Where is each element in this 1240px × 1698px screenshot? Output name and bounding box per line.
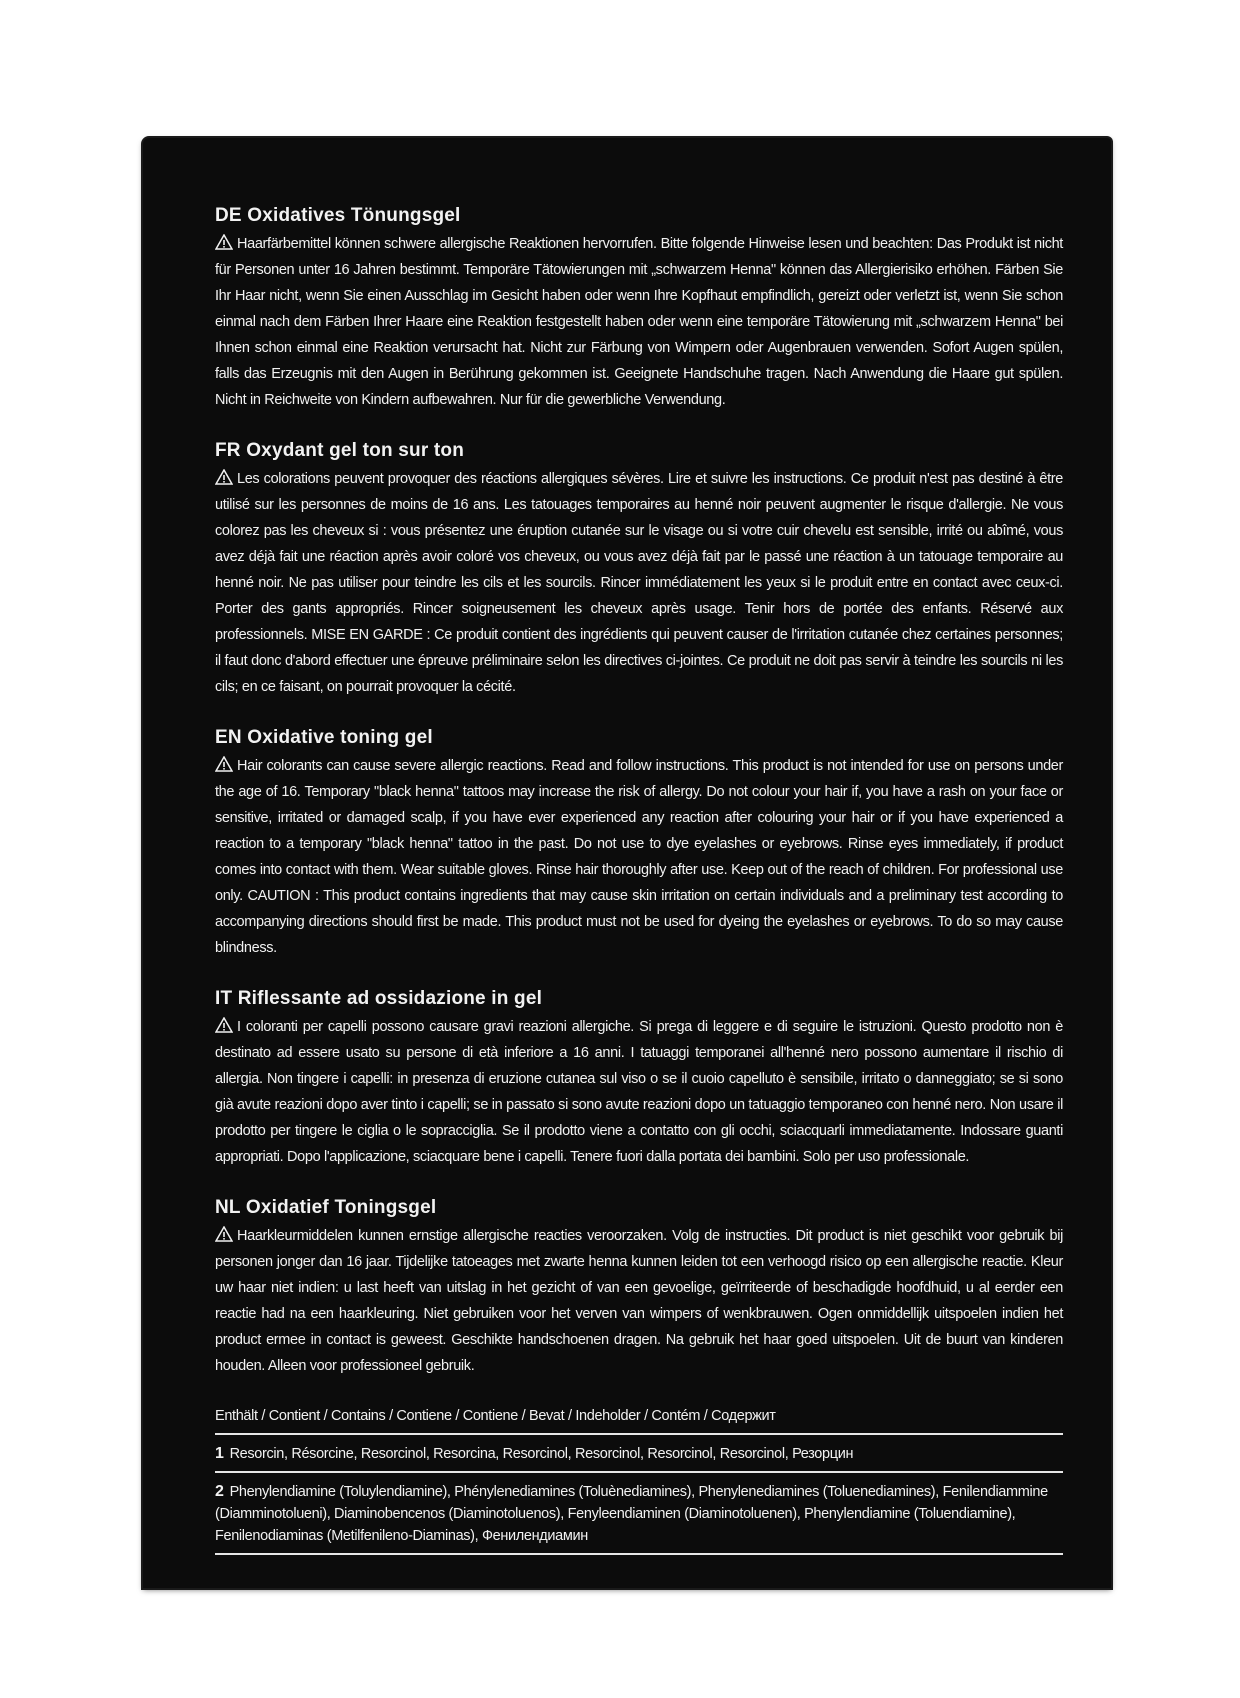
divider xyxy=(215,1553,1063,1555)
label-text-block xyxy=(215,204,1063,1563)
ingredient-row-2 xyxy=(215,1481,1063,1547)
ingredient-number: 1 xyxy=(215,1445,224,1462)
section-body xyxy=(215,1014,1063,1170)
section-en xyxy=(215,726,1063,961)
section-nl xyxy=(215,1196,1063,1379)
section-body xyxy=(215,231,1063,413)
section-text: Haarkleurmiddelen kunnen ernstige allergische reacties veroorzaken. Volg de instructies. Dit product is niet geschikt voor gebruik bij personen jonger dan 16 jaar. Tijdelijke tatoeages met zwarte henna kunnen leiden tot een verhoogd risico op een allergische reactie. Kleur uw haar niet indien: u last heeft van uitslag in het gezicht of van een gevoelige, geïrriteerde of beschadigde hoofdhuid, u al eerder een reactie had na een haarkleuring. Niet gebruiken voor het verven van wimpers of wenkbrauwen. Ogen onmiddellijk uitspoelen indien het product ermee in contact is geweest. Geschikte handschoenen dragen. Na gebruik het haar goed uitspoelen. Uit de buurt van kinderen houden. Alleen voor professioneel gebruik. xyxy=(215,1228,1063,1374)
ingredient-number: 2 xyxy=(215,1483,224,1500)
ingredient-text: Phenylendiamine (Toluylendiamine), Phénylenediamines (Toluènediamines), Phenylenediamines (Toluenediamines), Fenilendiammine (Diamminotolueni), Diaminobencenos (Diaminotoluenos), Fenyleendiaminen (Diaminotoluenen), Phenylendiamine (Toluendiamine), Fenilenodiaminas (Metilfenileno-Diaminas), Фенилендиамин xyxy=(215,1484,1048,1544)
section-it xyxy=(215,987,1063,1170)
section-text: Hair colorants can cause severe allergic reactions. Read and follow instructions. This product is not intended for use on persons under the age of 16. Temporary "black henna" tattoos may increase the risk of allergy. Do not colour your hair if, you have a rash on your face or sensitive, irritated or damaged scalp, if you have ever experienced any reaction after colouring your hair or if you have experienced a reaction to a temporary "black henna" tattoo in the past. Do not use to dye eyelashes or eyebrows. Rinse eyes immediately, if product comes into contact with them. Wear suitable gloves. Rinse hair thoroughly after use. Keep out of the reach of children. For professional use only. CAUTION : This product contains ingredients that may cause skin irritation on certain individuals and a preliminary test according to accompanying directions should first be made. This product must not be used for dyeing the eyelashes or eyebrows. To do so may cause blindness. xyxy=(215,758,1063,956)
ingredient-text: Resorcin, Résorcine, Resorcinol, Resorcina, Resorcinol, Resorcinol, Resorcinol, Resorcinol, Резорцин xyxy=(229,1446,854,1462)
ingredient-row-1 xyxy=(215,1443,1063,1465)
warning-icon xyxy=(215,1226,233,1242)
section-body xyxy=(215,466,1063,700)
section-text: Les colorations peuvent provoquer des réactions allergiques sévères. Lire et suivre les instructions. Ce produit n'est pas destiné à être utilisé sur les personnes de moins de 16 ans. Les tatouages temporaires au henné noir peuvent augmenter le risque d'allergie. Ne vous colorez pas les cheveux si : vous présentez une éruption cutanée sur le visage ou si votre cuir chevelu est sensible, irrité ou abîmé, vous avez déjà fait une réaction après avoir coloré vos cheveux, ou vous avez déjà fait par le passé une réaction à un tatouage temporaire au henné noir. Ne pas utiliser pour teindre les cils et les sourcils. Rincer immédiatement les yeux si le produit entre en contact avec ceux-ci. Porter des gants appropriés. Rincer soigneusement les cheveux après usage. Tenir hors de portée des enfants. Réservé aux professionnels. MISE EN GARDE : Ce produit contient des ingrédients qui peuvent causer de l'irritation cutanée chez certaines personnes; il faut donc d'abord effectuer une épreuve préliminaire selon les directives ci-jointes. Ce produit ne doit pas servir à teindre les sourcils ni les cils; en ce faisant, on pourrait provoquer la cécité. xyxy=(215,471,1063,695)
section-text: Haarfärbemittel können schwere allergische Reaktionen hervorrufen. Bitte folgende Hinweise lesen und beachten: Das Produkt ist nicht für Personen unter 16 Jahren bestimmt. Temporäre Tätowierungen mit „schwarzem Henna" können das Allergierisiko erhöhen. Färben Sie Ihr Haar nicht, wenn Sie einen Ausschlag im Gesicht haben oder wenn Ihre Kopfhaut empfindlich, gereizt oder verletzt ist, wenn Sie schon einmal nach dem Färben Ihrer Haare eine Reaktion festgestellt haben oder wenn eine temporäre Tätowierung mit „schwarzem Henna" bei Ihnen schon einmal eine Reaktion verursacht hat. Nicht zur Färbung von Wimpern oder Augenbrauen verwenden. Sofort Augen spülen, falls das Erzeugnis mit den Augen in Berührung gekommen ist. Geeignete Handschuhe tragen. Nach Anwendung die Haare gut spülen. Nicht in Reichweite von Kindern aufbewahren. Nur für die gewerbliche Verwendung. xyxy=(215,236,1063,408)
section-title: NL Oxidatief Toningsgel xyxy=(215,1197,437,1218)
divider xyxy=(215,1471,1063,1473)
section-title: IT Riflessante ad ossidazione in gel xyxy=(215,988,543,1009)
section-de xyxy=(215,204,1063,413)
section-body xyxy=(215,753,1063,961)
section-fr xyxy=(215,439,1063,700)
product-box-back xyxy=(143,138,1111,1588)
warning-icon xyxy=(215,756,233,772)
section-title: DE Oxidatives Tönungsgel xyxy=(215,205,461,226)
warning-icon xyxy=(215,234,233,250)
section-title: EN Oxidative toning gel xyxy=(215,727,433,748)
section-title: FR Oxydant gel ton sur ton xyxy=(215,440,465,461)
warning-icon xyxy=(215,1017,233,1033)
section-text: I coloranti per capelli possono causare gravi reazioni allergiche. Si prega di leggere e di seguire le istruzioni. Questo prodotto non è destinato ad essere usato su persone di età inferiore a 16 anni. I tatuaggi temporanei all'henné nero possono aumentare il rischio di allergia. Non tingere i capelli: in presenza di eruzione cutanea sul viso o se il cuoio capelluto è sensibile, irritato o danneggiato; se si sono già avute reazioni dopo aver tinto i capelli; se in passato si sono avute reazioni dopo un tatuaggio temporaneo con henné nero. Non usare il prodotto per tingere le ciglia o le sopracciglia. Se il prodotto viene a contatto con gli occhi, sciacquarli immediatamente. Indossare guanti appropriati. Dopo l'applicazione, sciacquare bene i capelli. Tenere fuori dalla portata dei bambini. Solo per uso professionale. xyxy=(215,1019,1063,1165)
contains-label: Enthält / Contient / Contains / Contiene / Contiene / Bevat / Indeholder / Contém / Содержит xyxy=(215,1408,776,1424)
warning-icon xyxy=(215,469,233,485)
section-body xyxy=(215,1223,1063,1379)
divider xyxy=(215,1433,1063,1435)
